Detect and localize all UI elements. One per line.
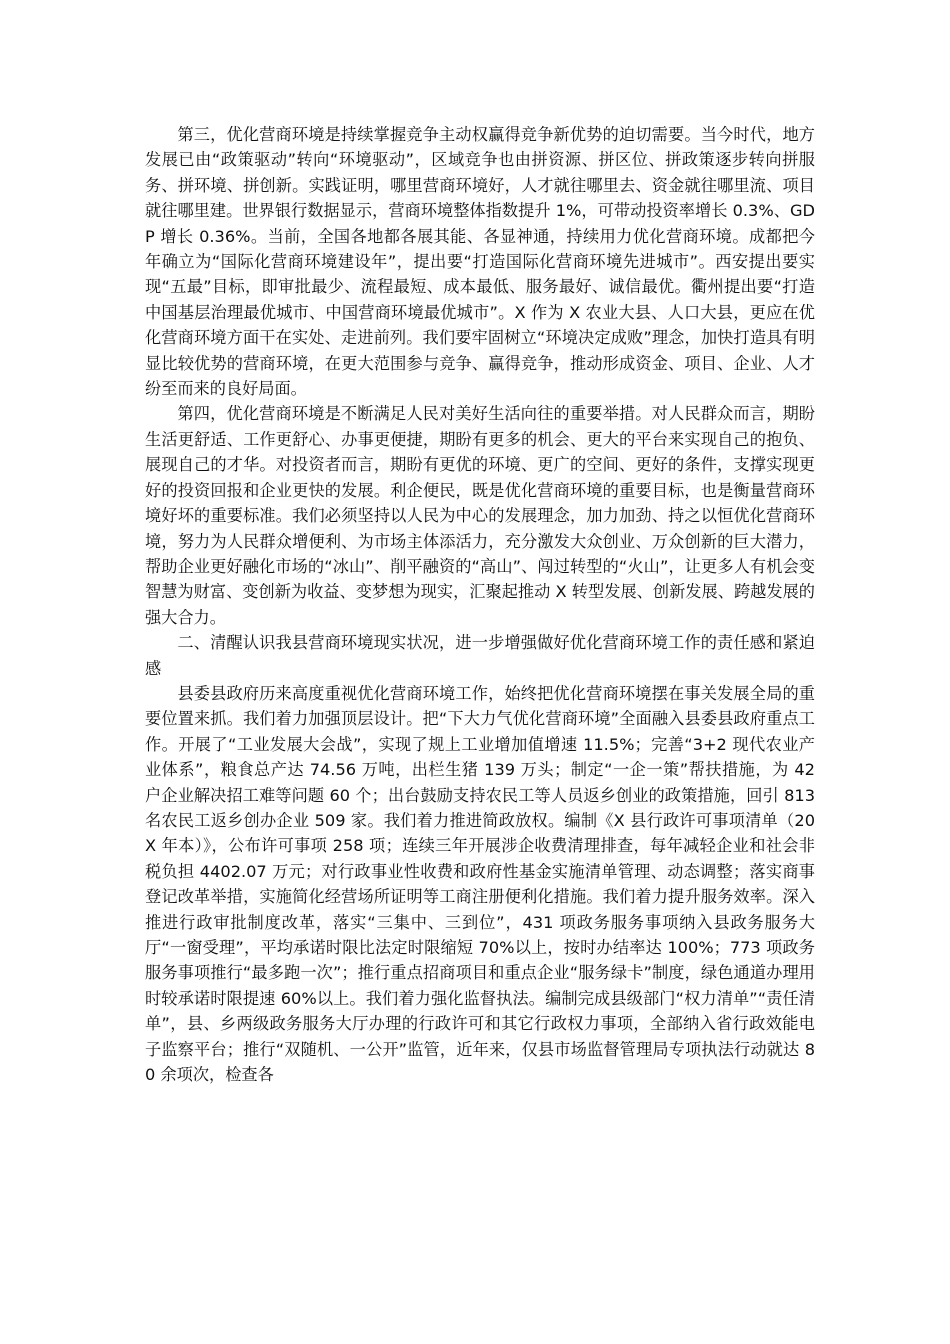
paragraph-county-measures: 县委县政府历来高度重视优化营商环境工作，始终把优化营商环境摆在事关发展全局的重要位置来抓。我们着力加强顶层设计。把“下大力气优化营商环境”全面融入县委县政府重点工作。开展了“工业发展大会战”，实现了规上工业增加值增速 11.5%；完善“3+2 现代农业产业体系”，粮食总产达 74.56 万吨，出栏生猪 139 万头；制定“一企一策”帮扶措施，为 42 户企业解决招工难等问题 60 个；出台鼓励支持农民工等人员返乡创业的政策措施，回引 813 名农民工返乡创办企业 509 家。我们着力推进简政放权。编制《X 县行政许可事项清单（20X 年本）》，公布许可事项 258 项；连续三年开展涉企收费清理排查，每年减轻企业和社会非税负担 4402.07 万元；对行政事业性收费和政府性基金实施清单管理、动态调整；落实商事登记改革举措，实施简化经营场所证明等工商注册便利化措施。我们着力提升服务效率。深入推进行政审批制度改革，落实“三集中、三到位”，431 项政务服务事项纳入县政务服务大厅“一窗受理”，平均承诺时限比法定时限缩短 70%以上，按时办结率达 100%；773 项政务服务事项推行“最多跑一次”；推行重点招商项目和重点企业“服务绿卡”制度，绿色通道办理用时较承诺时限提速 60%以上。我们着力强化监督执法。编制完成县级部门“权力清单”“责任清单”，县、乡两级政务服务大厅办理的行政许可和其它行政权力事项，全部纳入省行政效能电子监察平台；推行“双随机、一公开”监管，近年来，仅县市场监督管理局专项执法行动就达 80 余项次，检查各 [145,683,815,1085]
section-heading-two: 二、清醒认识我县营商环境现实状况，进一步增强做好优化营商环境工作的责任感和紧迫感 [145,633,815,678]
document-body [145,122,815,1087]
paragraph-fourth-point: 第四，优化营商环境是不断满足人民对美好生活向往的重要举措。对人民群众而言，期盼生活更舒适、工作更舒心、办事更便捷，期盼有更多的机会、更大的平台来实现自己的抱负、展现自己的才华。对投资者而言，期盼有更优的环境、更广的空间、更好的条件，支撑实现更好的投资回报和企业更快的发展。利企便民，既是优化营商环境的重要目标，也是衡量营商环境好坏的重要标准。我们必须坚持以人民为中心的发展理念，加力加劲、持之以恒优化营商环境，努力为人民群众增便利、为市场主体添活力，充分激发大众创业、万众创新的巨大潜力，帮助企业更好融化市场的“冰山”、削平融资的“高山”、闯过转型的“火山”，让更多人有机会变智慧为财富、变创新为收益、变梦想为现实，汇聚起推动 X 转型发展、创新发展、跨越发展的强大合力。 [145,404,815,627]
paragraph-third-point: 第三，优化营商环境是持续掌握竞争主动权赢得竞争新优势的迫切需要。当今时代，地方发展已由“政策驱动”转向“环境驱动”，区域竞争也由拼资源、拼区位、拼政策逐步转向拼服务、拼环境、拼创新。实践证明，哪里营商环境好，人才就往哪里去、资金就往哪里流、项目就往哪里建。世界银行数据显示，营商环境整体指数提升 1%，可带动投资率增长 0.3%、GDP 增长 0.36%。当前，全国各地都各展其能、各显神通，持续用力优化营商环境。成都把今年确立为“国际化营商环境建设年”，提出要“打造国际化营商环境先进城市”。西安提出要实现“五最”目标，即审批最少、流程最短、成本最低、服务最好、诚信最优。衢州提出要“打造中国基层治理最优城市、中国营商环境最优城市”。X 作为 X 农业大县、人口大县，更应在优化营商环境方面干在实处、走进前列。我们要牢固树立“环境决定成败”理念，加快打造具有明显比较优势的营商环境，在更大范围参与竞争、赢得竞争，推动形成资金、项目、企业、人才纷至而来的良好局面。 [145,125,815,399]
